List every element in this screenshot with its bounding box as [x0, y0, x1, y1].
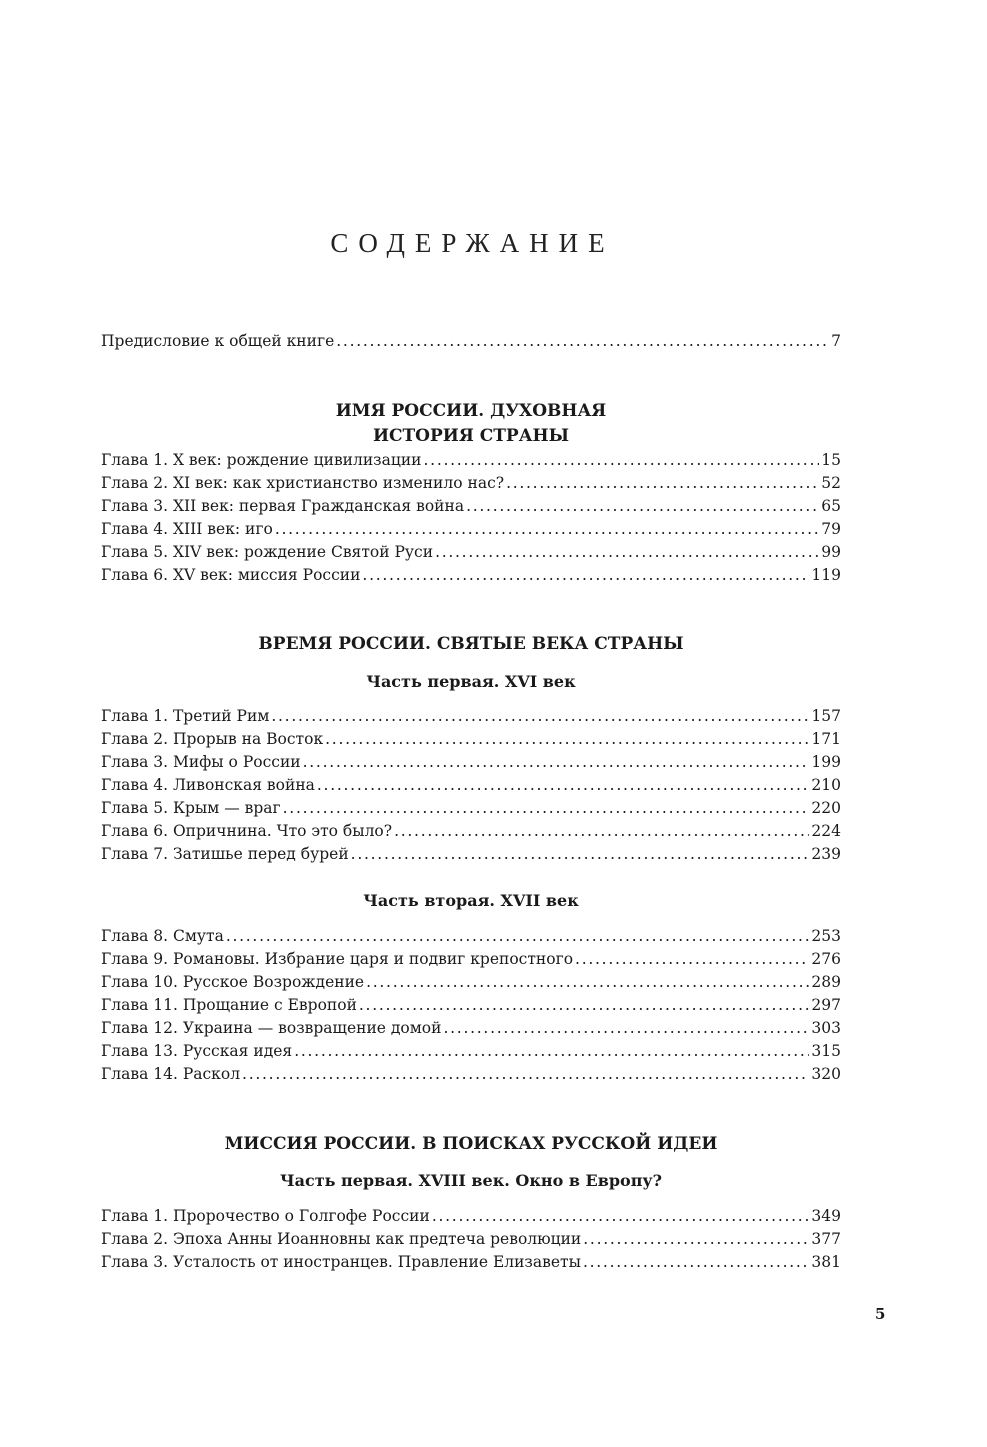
section-title-book3: МИССИЯ РОССИИ. В ПОИСКАХ РУССКОЙ ИДЕИ	[224, 1134, 718, 1154]
entry-label: Глава 6. XV век: миссия России	[101, 566, 361, 584]
dot-leader	[325, 728, 809, 751]
entry-page: 210	[811, 776, 841, 794]
entry-page: 171	[811, 730, 841, 748]
entry-page: 220	[811, 799, 841, 817]
dot-leader	[336, 330, 829, 353]
entry-page: 199	[811, 753, 841, 771]
toc-entry[interactable]	[101, 971, 841, 994]
entry-label: Предисловие к общей книге	[101, 332, 335, 350]
toc-entry[interactable]	[101, 925, 841, 948]
toc-entry[interactable]	[101, 1040, 841, 1063]
entry-page: 99	[821, 543, 841, 561]
entry-page: 239	[811, 845, 841, 863]
entry-label: Глава 8. Смута	[101, 927, 224, 945]
dot-leader	[506, 472, 819, 495]
entry-label: Глава 11. Прощание с Европой	[101, 996, 357, 1014]
toc-entry[interactable]	[101, 541, 841, 564]
book2-part2-entries	[101, 925, 841, 1086]
entry-label: Глава 9. Романовы. Избрание царя и подвиг крепостного	[101, 950, 574, 968]
section-title-book2: ВРЕМЯ РОССИИ. СВЯТЫЕ ВЕКА СТРАНЫ	[258, 634, 684, 654]
page-number: 5	[875, 1305, 886, 1323]
entry-page: 7	[831, 332, 841, 350]
toc-entry[interactable]	[101, 495, 841, 518]
entry-page: 289	[811, 973, 841, 991]
entry-label: Глава 13. Русская идея	[101, 1042, 293, 1060]
section-title-book1-line1: ИМЯ РОССИИ. ДУХОВНАЯ	[335, 401, 607, 421]
entry-page: 377	[811, 1230, 841, 1248]
entry-label: Глава 2. Эпоха Анны Иоанновны как предтеча революции	[101, 1230, 582, 1248]
toc-entry[interactable]	[101, 449, 841, 472]
entry-label: Глава 3. Мифы о России	[101, 753, 301, 771]
dot-leader	[351, 843, 810, 866]
dot-leader	[583, 1251, 809, 1274]
part-title-book2-part2: Часть вторая. XVII век	[363, 891, 579, 910]
toc-entry[interactable]	[101, 1251, 841, 1274]
dot-leader	[271, 705, 809, 728]
dot-leader	[275, 518, 819, 541]
toc-entry[interactable]	[101, 564, 841, 587]
entry-label: Глава 7. Затишье перед бурей	[101, 845, 349, 863]
entry-page: 65	[821, 497, 841, 515]
book2-part1-entries	[101, 705, 841, 866]
dot-leader	[242, 1063, 809, 1086]
toc-entry[interactable]	[101, 1205, 841, 1228]
entry-label: Глава 2. XI век: как христианство изменило нас?	[101, 474, 505, 492]
entry-page: 15	[821, 451, 841, 469]
entry-label: Глава 1. Третий Рим	[101, 707, 270, 725]
entry-page: 315	[811, 1042, 841, 1060]
entry-page: 119	[811, 566, 841, 584]
toc-entry[interactable]	[101, 751, 841, 774]
dot-leader	[366, 971, 809, 994]
dot-leader	[575, 948, 809, 971]
dot-leader	[317, 774, 810, 797]
book3-part1-entries	[101, 1205, 841, 1274]
dot-leader	[424, 449, 820, 472]
toc-entry[interactable]	[101, 797, 841, 820]
entry-page: 303	[811, 1019, 841, 1037]
toc-entry[interactable]	[101, 1063, 841, 1086]
dot-leader	[303, 751, 810, 774]
entry-label: Глава 6. Опричнина. Что это было?	[101, 822, 393, 840]
entry-label: Глава 3. XII век: первая Гражданская война	[101, 497, 465, 515]
dot-leader	[432, 1205, 810, 1228]
entry-label: Глава 1. Пророчество о Голгофе России	[101, 1207, 430, 1225]
toc-entry[interactable]	[101, 1228, 841, 1251]
toc-entry[interactable]	[101, 774, 841, 797]
toc-entry[interactable]	[101, 948, 841, 971]
part-title-book2-part1: Часть первая. XVI век	[366, 672, 576, 691]
book1-entries	[101, 449, 841, 587]
preface-entry-block	[101, 330, 841, 353]
entry-page: 79	[821, 520, 841, 538]
entry-label: Глава 10. Русское Возрождение	[101, 973, 365, 991]
section-title-book1-line2: ИСТОРИЯ СТРАНЫ	[372, 426, 570, 446]
dot-leader	[466, 495, 819, 518]
toc-entry[interactable]	[101, 820, 841, 843]
entry-page: 224	[811, 822, 841, 840]
entry-page: 253	[811, 927, 841, 945]
entry-label: Глава 2. Прорыв на Восток	[101, 730, 324, 748]
dot-leader	[443, 1017, 809, 1040]
dot-leader	[294, 1040, 809, 1063]
page-title: СОДЕРЖАНИЕ	[330, 228, 615, 258]
entry-label: Глава 5. Крым — враг	[101, 799, 281, 817]
entry-label: Глава 4. XIII век: иго	[101, 520, 273, 538]
entry-page: 349	[811, 1207, 841, 1225]
dot-leader	[359, 994, 810, 1017]
entry-label: Глава 4. Ливонская война	[101, 776, 315, 794]
toc-entry[interactable]	[101, 518, 841, 541]
entry-label: Глава 12. Украина — возвращение домой	[101, 1019, 442, 1037]
toc-entry[interactable]	[101, 994, 841, 1017]
toc-entry[interactable]	[101, 705, 841, 728]
toc-entry[interactable]	[101, 728, 841, 751]
entry-page: 297	[811, 996, 841, 1014]
entry-page: 320	[811, 1065, 841, 1083]
entry-label: Глава 3. Усталость от иностранцев. Правление Елизаветы	[101, 1253, 581, 1271]
entry-label: Глава 1. X век: рождение цивилизации	[101, 451, 422, 469]
entry-label: Глава 5. XIV век: рождение Святой Руси	[101, 543, 434, 561]
entry-page: 52	[821, 474, 841, 492]
dot-leader	[435, 541, 819, 564]
entry-page: 276	[811, 950, 841, 968]
entry-label: Глава 14. Раскол	[101, 1065, 241, 1083]
toc-entry[interactable]	[101, 843, 841, 866]
toc-entry[interactable]	[101, 330, 841, 353]
entry-page: 157	[811, 707, 841, 725]
dot-leader	[226, 925, 810, 948]
dot-leader	[394, 820, 809, 843]
part-title-book3-part1: Часть первая. XVIII век. Окно в Европу?	[279, 1171, 663, 1190]
toc-entry[interactable]	[101, 1017, 841, 1040]
dot-leader	[362, 564, 809, 587]
dot-leader	[583, 1228, 809, 1251]
entry-page: 381	[811, 1253, 841, 1271]
dot-leader	[283, 797, 810, 820]
toc-entry[interactable]	[101, 472, 841, 495]
